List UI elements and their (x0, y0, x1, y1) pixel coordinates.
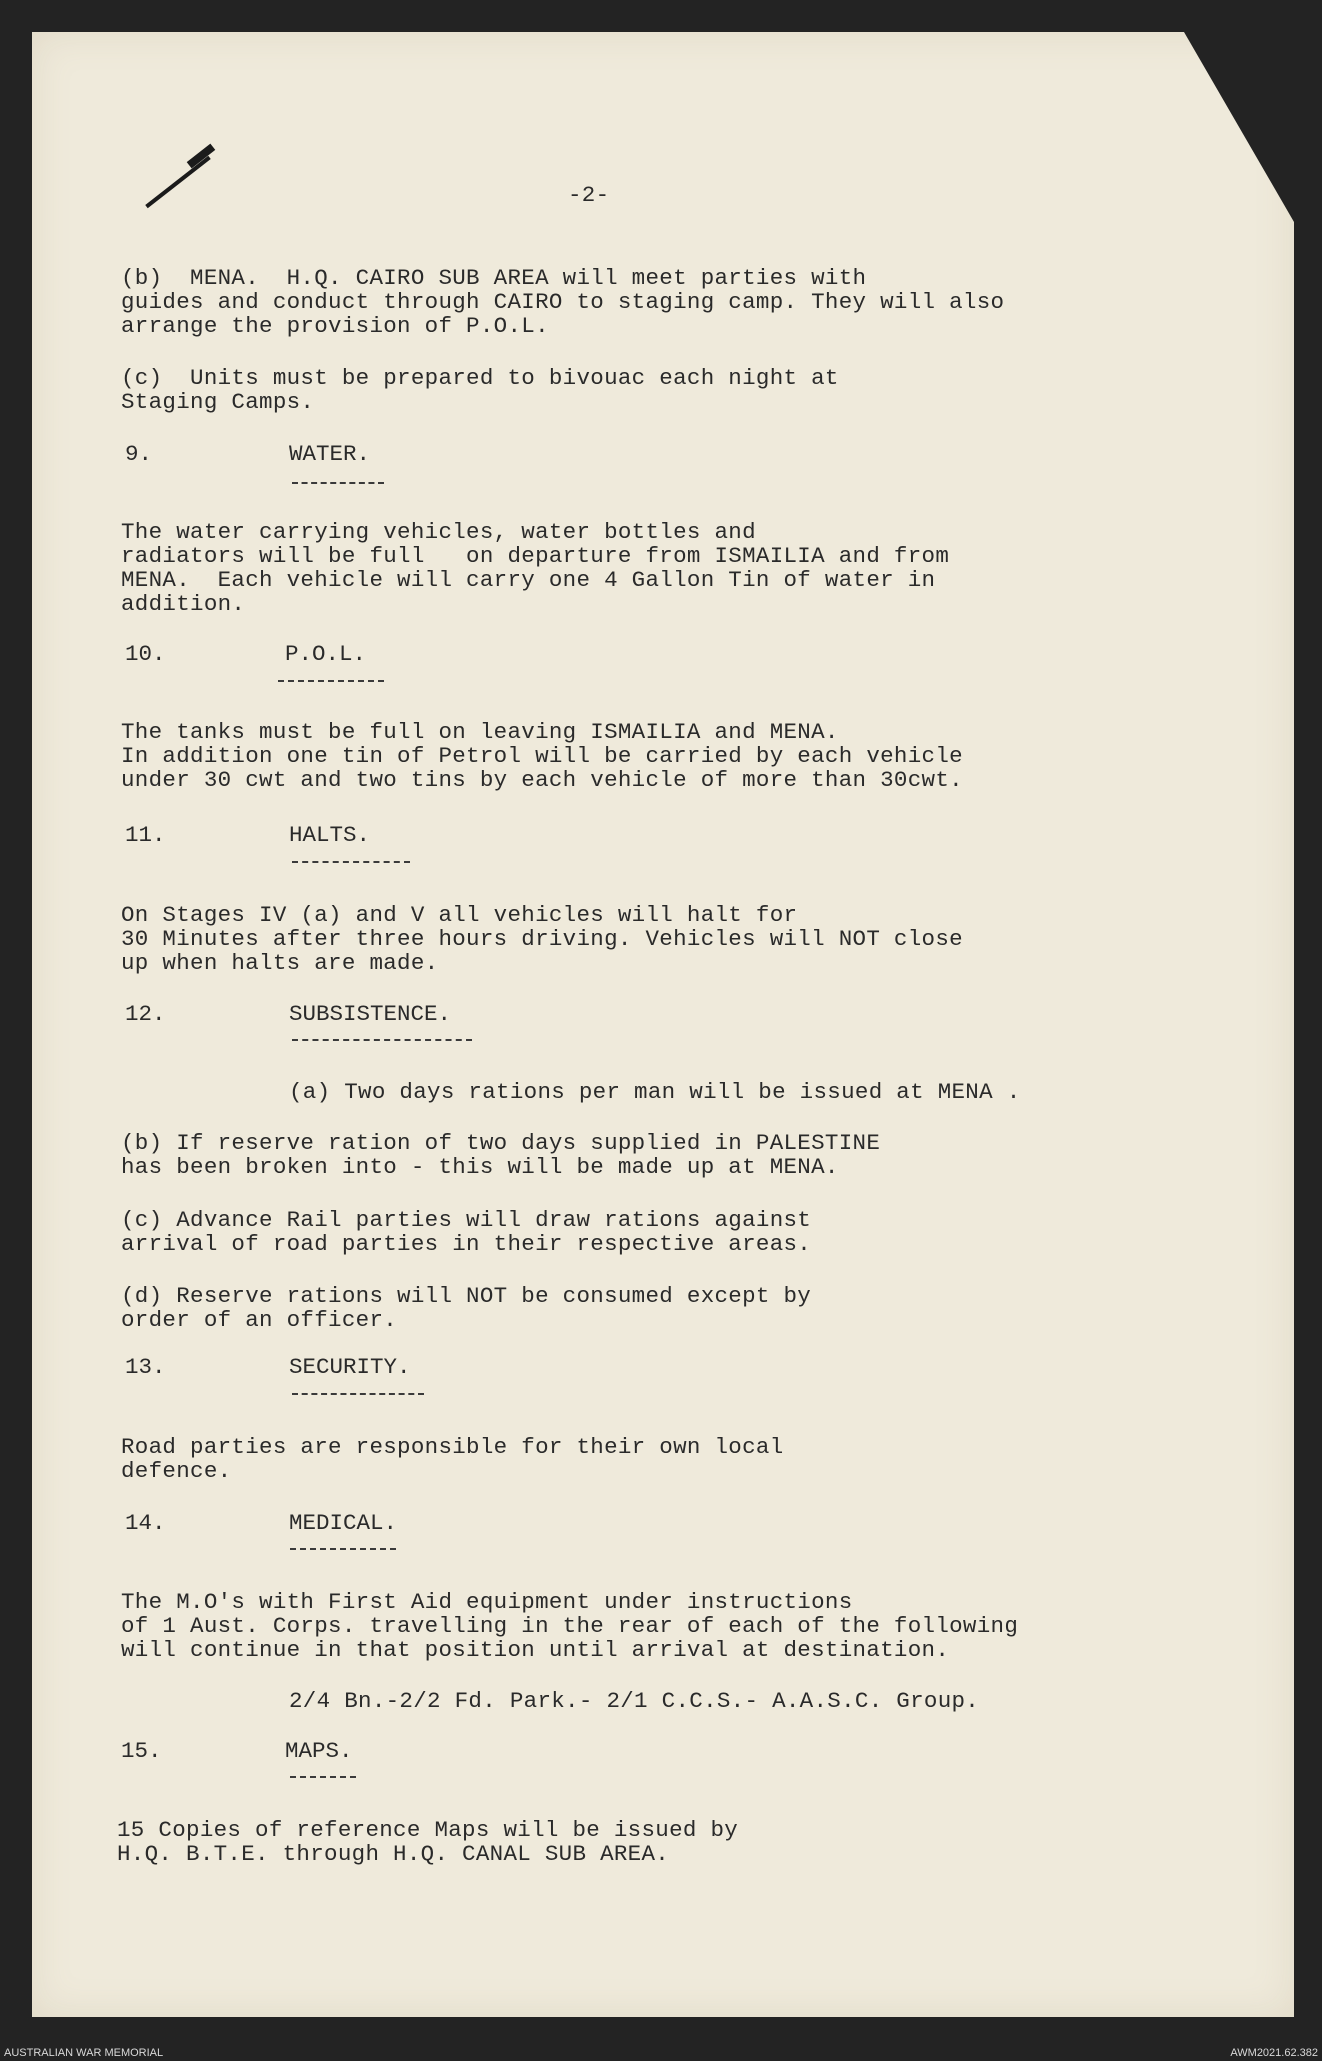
section-number-13: 13. (125, 1354, 166, 1380)
heading-underline (292, 1393, 424, 1395)
paragraph-8c: (c) Units must be prepared to bivouac each night at Staging Camps. (121, 365, 839, 415)
paragraph-13: Road parties are responsible for their own local defence. (121, 1434, 784, 1484)
section-heading-halts: HALTS. (289, 822, 371, 848)
paragraph-12c: (c) Advance Rail parties will draw rations against arrival of road parties in their respective areas. (121, 1207, 812, 1257)
paragraph-14b: 2/4 Bn.-2/2 Fd. Park.- 2/1 C.C.S.- A.A.S.C. Group. (289, 1688, 980, 1714)
section-number-10: 10. (125, 641, 166, 667)
section-number-12: 12. (125, 1001, 166, 1027)
section-heading-medical: MEDICAL. (289, 1510, 398, 1536)
section-number-9: 9. (125, 441, 153, 467)
page-number: -2- (568, 182, 610, 208)
paragraph-10: The tanks must be full on leaving ISMAILIA and MENA. In addition one tin of Petrol will be carried by each vehicle under 30 cwt and two tins by each vehicle of more than 30cwt. (121, 719, 963, 793)
heading-underline (292, 861, 410, 863)
archive-credit: AUSTRALIAN WAR MEMORIAL (4, 2047, 164, 2059)
paragraph-12a: (a) Two days rations per man will be issued at MENA . (289, 1079, 1021, 1105)
section-number-11: 11. (125, 822, 166, 848)
paragraph-9: The water carrying vehicles, water bottles and radiators will be full on departure from ISMAILIA and from MENA. Each vehicle will carry one 4 Gallon Tin of water in addition. (121, 519, 950, 617)
archive-reference: AWM2021.62.382 (1230, 2047, 1318, 2059)
section-number-14: 14. (125, 1510, 166, 1536)
paragraph-12b: (b) If reserve ration of two days supplied in PALESTINE has been broken into - this will be made up at MENA. (121, 1130, 881, 1180)
section-heading-security: SECURITY. (289, 1354, 411, 1380)
section-heading-water: WATER. (289, 441, 371, 467)
heading-underline (278, 680, 384, 682)
heading-underline (292, 1039, 472, 1041)
heading-underline (290, 1548, 396, 1550)
paragraph-14: The M.O's with First Aid equipment under instructions of 1 Aust. Corps. travelling in the rear of each of the following will continue in that position until arrival at destination. (121, 1589, 1019, 1663)
paragraph-11: On Stages IV (a) and V all vehicles will halt for 30 Minutes after three hours driving. Vehicles will NOT close up when halts are made. (121, 902, 963, 976)
paragraph-12d: (d) Reserve rations will NOT be consumed except by order of an officer. (121, 1283, 812, 1333)
section-number-15: 15. (121, 1738, 162, 1764)
section-heading-pol: P.O.L. (285, 641, 367, 667)
section-heading-subsistence: SUBSISTENCE. (289, 1001, 452, 1027)
section-heading-maps: MAPS. (285, 1738, 353, 1764)
heading-underline (290, 1776, 356, 1778)
paragraph-15: 15 Copies of reference Maps will be issued by H.Q. B.T.E. through H.Q. CANAL SUB AREA. (117, 1817, 739, 1867)
heading-underline (292, 482, 384, 484)
paragraph-8b: (b) MENA. H.Q. CAIRO SUB AREA will meet parties with guides and conduct through CAIRO to staging camp. They will also arrange the provision of P.O.L. (121, 265, 1005, 339)
